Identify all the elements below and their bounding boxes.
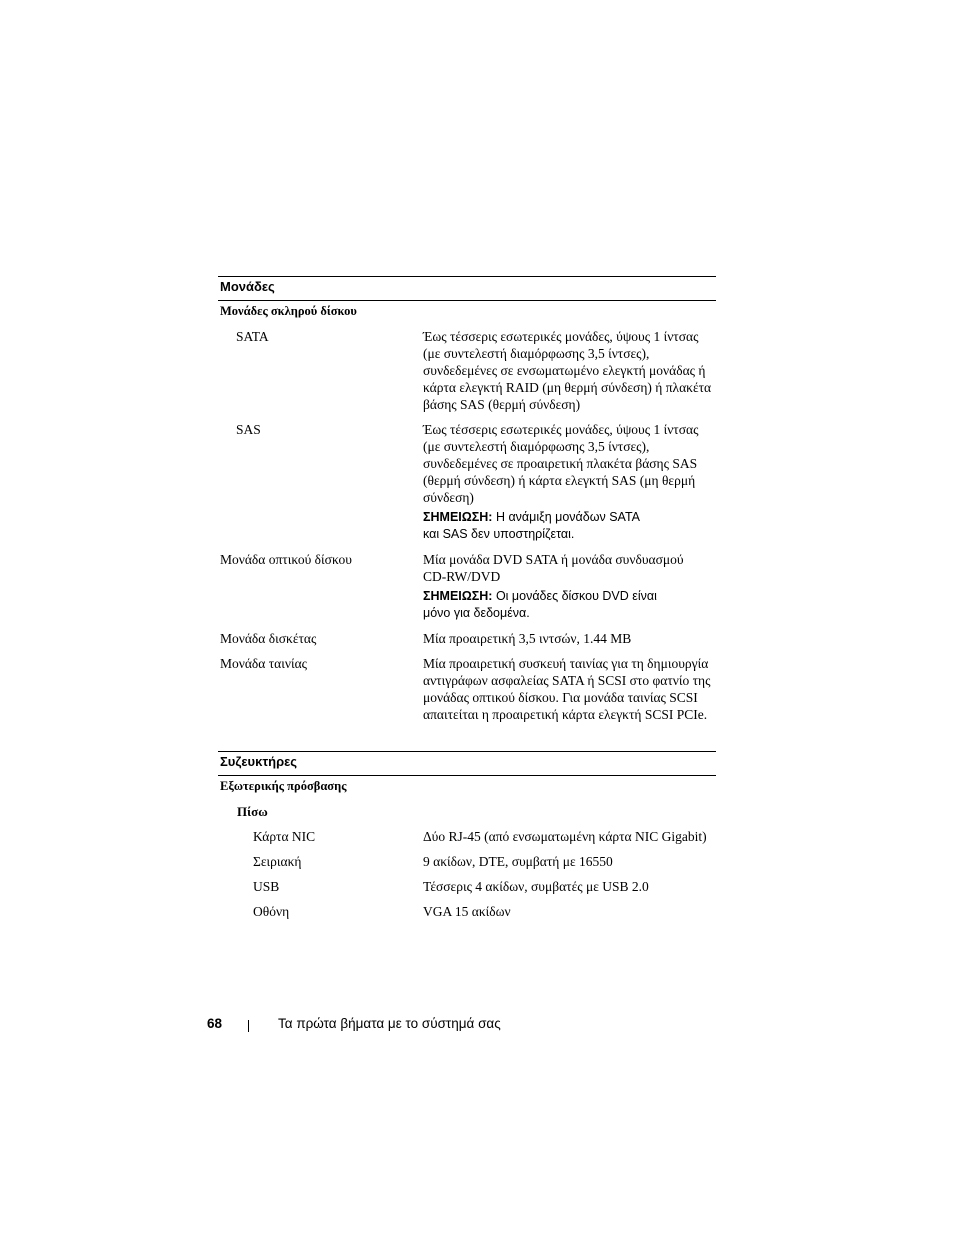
- spec-value-floppy: Μία προαιρετική 3,5 ιντσών, 1.44 MB: [423, 631, 632, 646]
- value-line: κάρτα ελεγκτή RAID (μη θερμή σύνδεση) ή πλακέτα: [423, 380, 712, 395]
- spec-label-nic: Κάρτα NIC: [253, 829, 316, 844]
- page-number: 68: [207, 1016, 223, 1031]
- spec-label-optical: Μονάδα οπτικού δίσκου: [220, 552, 352, 567]
- spec-label-serial: Σειριακή: [253, 854, 302, 869]
- value-line: Μία προαιρετική συσκευή ταινίας για τη δημιουργία: [423, 656, 709, 671]
- value-line: (θερμή σύνδεση) ή κάρτα ελεγκτή SAS (μη θερμή: [423, 473, 696, 488]
- spec-label-floppy: Μονάδα δισκέτας: [220, 631, 317, 646]
- value-line: απαιτείται η προαιρετική κάρτα ελεγκτή SCSI PCIe.: [423, 707, 708, 722]
- spec-label-video: Οθόνη: [253, 904, 290, 919]
- note-optical: [423, 588, 716, 622]
- value-line: (με συντελεστή διαμόρφωσης 3,5 ίντσες),: [423, 439, 650, 454]
- spec-row-floppy: [218, 630, 716, 647]
- value-line: συνδεδεμένες σε ενσωματωμένο ελεγκτή μονάδας ή: [423, 363, 706, 378]
- spec-label-sas: SAS: [236, 422, 261, 437]
- value-line: μονάδας οπτικού δίσκου. Για μονάδα ταινίας SCSI: [423, 690, 698, 705]
- spec-row-serial: [218, 853, 716, 870]
- spec-value-nic: Δύο RJ-45 (από ενσωματωμένη κάρτα NIC Gigabit): [423, 829, 707, 844]
- note-text: Η ανάμιξη μονάδων SATA: [492, 510, 641, 524]
- connectors-section: [218, 751, 716, 920]
- spec-row-sas: [218, 421, 716, 543]
- page-footer: [207, 1015, 501, 1033]
- external-heading: Εξωτερικής πρόσβασης: [220, 779, 347, 793]
- value-line: βάσης SAS (θερμή σύνδεση): [423, 397, 581, 412]
- footer-divider: [248, 1020, 249, 1032]
- note-label: ΣΗΜΕΙΩΣΗ:: [423, 589, 493, 603]
- note-text: Οι μονάδες δίσκου DVD είναι: [492, 589, 657, 603]
- spec-row-nic: [218, 828, 716, 845]
- spec-row-video: [218, 903, 716, 920]
- value-line: αντιγράφων ασφαλείας SATA ή SCSI στο φατνίο της: [423, 673, 711, 688]
- value-line: CD-RW/DVD: [423, 569, 501, 584]
- note-sas: [423, 509, 716, 543]
- spec-row-sata: [218, 328, 716, 413]
- note-text: και SAS δεν υποστηρίζεται.: [423, 527, 575, 541]
- drives-section-title: Μονάδες: [218, 276, 716, 301]
- hard-drives-heading: Μονάδες σκληρού δίσκου: [220, 304, 357, 318]
- spec-row-usb: [218, 878, 716, 895]
- value-line: Μία μονάδα DVD SATA ή μονάδα συνδυασμού: [423, 552, 684, 567]
- footer-title: Τα πρώτα βήματα με το σύστημά σας: [278, 1016, 501, 1031]
- value-line: Έως τέσσερις εσωτερικές μονάδες, ύψους 1 ίντσας: [423, 422, 699, 437]
- spec-label-tape: Μονάδα ταινίας: [220, 656, 308, 671]
- spec-label-usb: USB: [253, 879, 280, 894]
- connectors-section-title: Συζευκτήρες: [218, 751, 716, 776]
- note-text: μόνο για δεδομένα.: [423, 606, 530, 620]
- spec-value-tape: [423, 655, 716, 723]
- spec-value-usb: Τέσσερις 4 ακίδων, συμβατές με USB 2.0: [423, 879, 649, 894]
- spec-label-sata: SATA: [236, 329, 269, 344]
- value-line: Έως τέσσερις εσωτερικές μονάδες, ύψους 1 ίντσας: [423, 329, 699, 344]
- spec-value-sata: [423, 328, 716, 413]
- drives-section: [218, 276, 716, 723]
- value-line: (με συντελεστή διαμόρφωσης 3,5 ίντσες),: [423, 346, 650, 361]
- note-label: ΣΗΜΕΙΩΣΗ:: [423, 510, 493, 524]
- spec-value-serial: 9 ακίδων, DTE, συμβατή με 16550: [423, 854, 613, 869]
- value-line: σύνδεση): [423, 490, 474, 505]
- spec-value-video: VGA 15 ακίδων: [423, 904, 511, 919]
- rear-heading: Πίσω: [237, 804, 268, 819]
- spec-row-optical: [218, 551, 716, 622]
- spec-value-optical: [423, 551, 716, 622]
- value-line: συνδεδεμένες σε προαιρετική πλακέτα βάσης SAS: [423, 456, 698, 471]
- spec-value-sas: [423, 421, 716, 543]
- spec-row-tape: [218, 655, 716, 723]
